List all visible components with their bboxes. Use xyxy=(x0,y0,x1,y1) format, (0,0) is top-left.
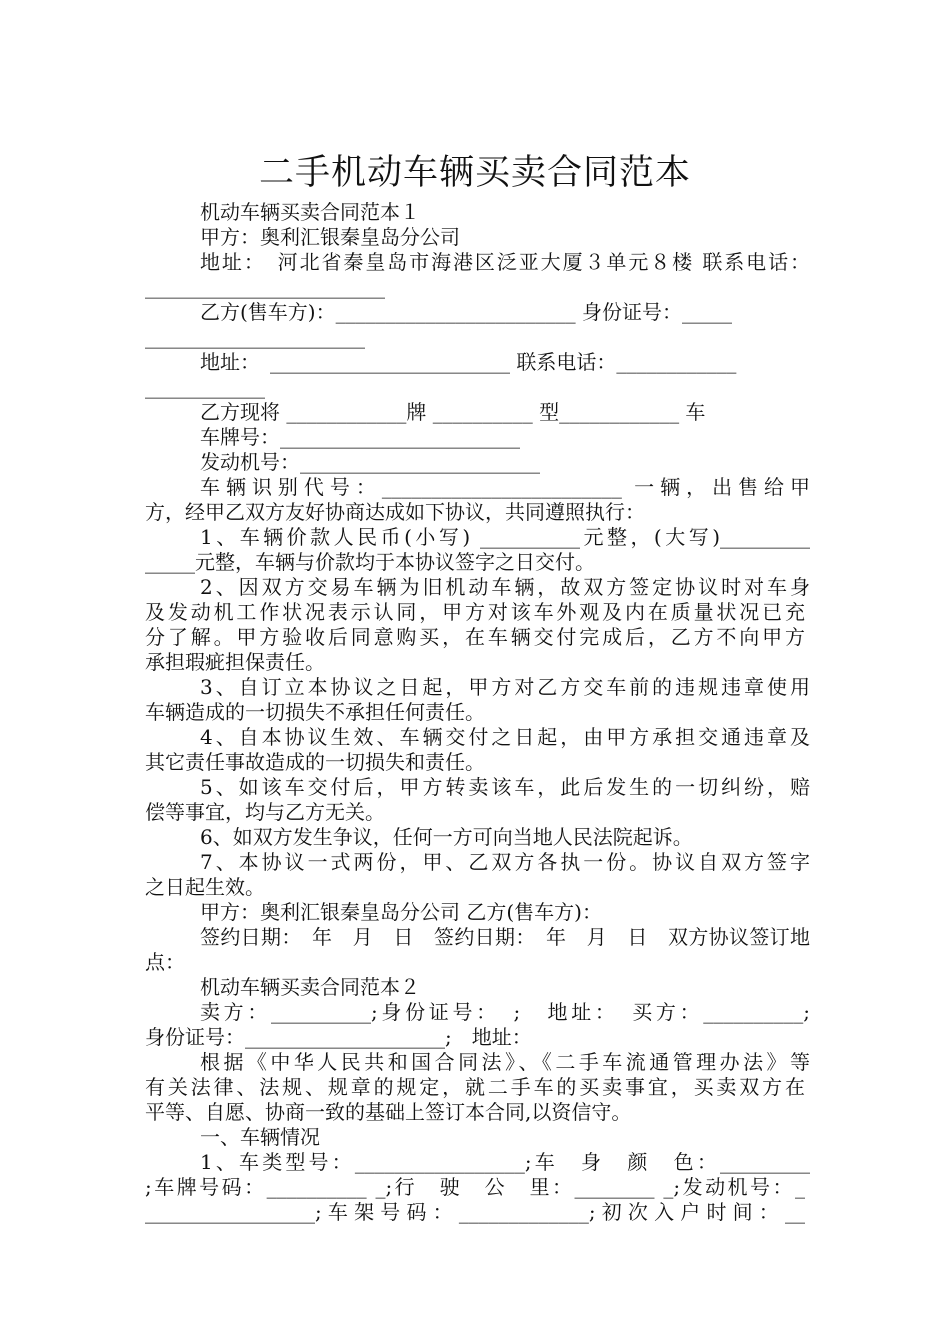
buyer-id-address: 身份证号：____________________; 地址： xyxy=(145,1025,532,1049)
party-a-phone-blank: ________________________ xyxy=(145,275,385,299)
agreement-intro: 方，经甲乙双方友好协商达成如下协议，共同遵照执行： xyxy=(145,500,645,524)
clause-7-cont: 之日起生效。 xyxy=(145,875,265,899)
section-heading-1: 机动车辆买卖合同范本１ xyxy=(200,200,420,224)
legal-basis-cont-1: 有关法律、法规、规章的规定，就二手车的买卖事宜，买卖双方在 xyxy=(145,1075,805,1099)
party-a-address: 地址： 河北省秦皇岛市海港区泛亚大厦３单元８楼 联系电话： xyxy=(200,250,810,274)
clause-1: 1、车辆价款人民币(小写) __________元整，(大写)_________ xyxy=(200,525,810,549)
section-heading-2: 机动车辆买卖合同范本２ xyxy=(200,975,420,999)
legal-basis: 根据《中华人民共和国合同法》、《二手车流通管理办法》等 xyxy=(200,1050,810,1074)
party-b-address: 地址： ________________________ 联系电话：____________ xyxy=(200,350,737,374)
plate-mileage-engine: ;车牌号码：__________ _;行 驶 公 里：________ _;发动机号：_ xyxy=(145,1175,805,1199)
signature-parties: 甲方：奥利汇银秦皇岛分公司 乙方(售车方)： xyxy=(200,900,602,924)
party-a-name: 甲方：奥利汇银秦皇岛分公司 xyxy=(200,225,460,249)
clause-5-cont: 偿等事宜，均与乙方无关。 xyxy=(145,800,385,824)
clause-4-cont: 其它责任事故造成的一切损失和责任。 xyxy=(145,750,485,774)
document-title: 二手机动车辆买卖合同范本 xyxy=(258,153,691,194)
vin-number: 车辆识别代号：________________________ 一辆，出售给甲 xyxy=(200,475,810,499)
clause-2-cont-3: 承担瑕疵担保责任。 xyxy=(145,650,325,674)
clause-1-cont: _____元整，车辆与价款均于本协议签字之日交付。 xyxy=(145,550,595,574)
clause-2-cont-2: 分了解。甲方验收后同意购买，在车辆交付完成后，乙方不向甲方 xyxy=(145,625,805,649)
clause-6: 6、如双方发生争议，任何一方可向当地人民法院起诉。 xyxy=(200,825,693,849)
frame-registration: _________________;车架号码：_____________;初次入户时间：__ xyxy=(145,1200,805,1224)
clause-3-cont: 车辆造成的一切损失不承担任何责任。 xyxy=(145,700,485,724)
legal-basis-cont-2: 平等、自愿、协商一致的基础上签订本合同,以资信守。 xyxy=(145,1100,632,1124)
party-b-id-blank: ______________________ xyxy=(145,325,365,349)
vehicle-info-heading: 一、车辆情况 xyxy=(200,1125,320,1149)
vehicle-brand-model: 乙方现将 ____________牌 __________ 型____________ 车 xyxy=(200,400,706,424)
engine-number: 发动机号：________________________ xyxy=(200,450,540,474)
plate-number: 车牌号：________________________ xyxy=(200,425,520,449)
signing-dates-cont: 点： xyxy=(145,950,185,974)
clause-2: 2、因双方交易车辆为旧机动车辆，故双方签定协议时对车身 xyxy=(200,575,810,599)
clause-3: 3、自订立本协议之日起，甲方对乙方交车前的违规违章使用 xyxy=(200,675,810,699)
vehicle-type-color: 1、车类型号：_________________;车 身 颜 色：_________ xyxy=(200,1150,810,1174)
party-b-phone-blank: ____________ xyxy=(145,375,265,399)
clause-7: 7、本协议一式两份，甲、乙双方各执一份。协议自双方签字 xyxy=(200,850,810,874)
clause-5: 5、如该车交付后，甲方转卖该车，此后发生的一切纠纷，赔 xyxy=(200,775,810,799)
seller-buyer-info: 卖方：__________;身份证号： ; 地址： 买方：__________; xyxy=(200,1000,810,1024)
party-b-seller: 乙方(售车方)：________________________ 身份证号：_____ xyxy=(200,300,732,324)
clause-4: 4、自本协议生效、车辆交付之日起，由甲方承担交通违章及 xyxy=(200,725,810,749)
signing-dates: 签约日期： 年 月 日 签约日期： 年 月 日 双方协议签订地 xyxy=(200,925,810,949)
clause-2-cont-1: 及发动机工作状况表示认同，甲方对该车外观及内在质量状况已充 xyxy=(145,600,805,624)
